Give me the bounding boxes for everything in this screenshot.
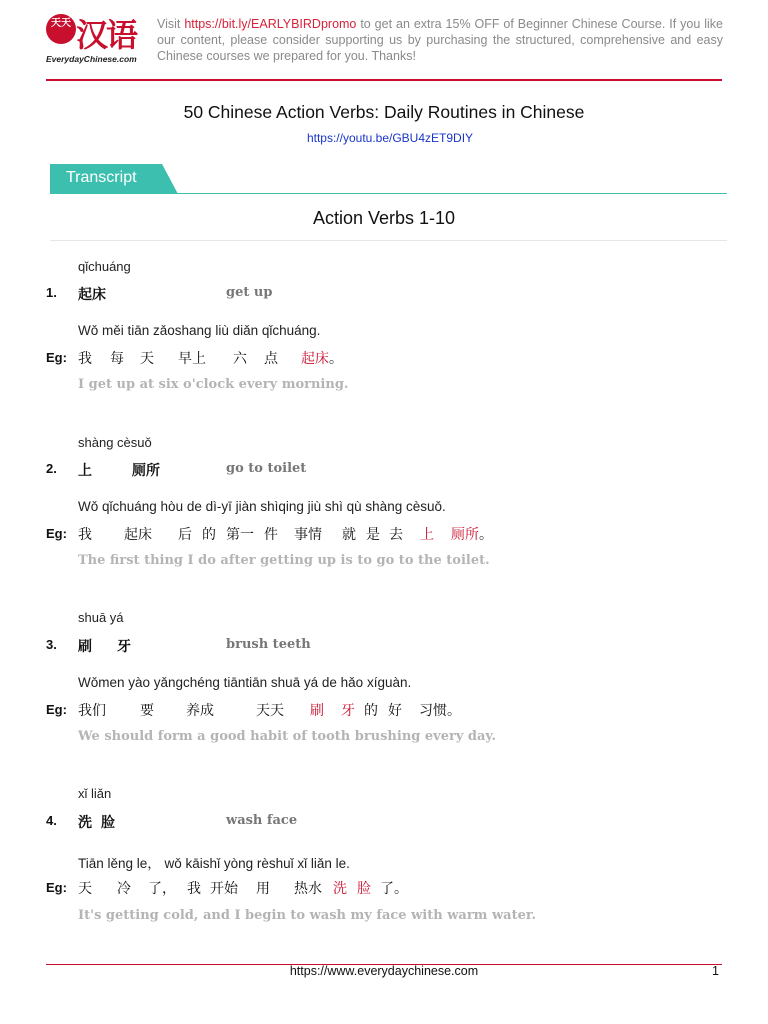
verb-hanzi: 起床: [78, 287, 106, 303]
transcript-label: Transcript: [66, 169, 137, 186]
sentence-word: 事情: [294, 527, 322, 543]
sentence-translation: The first thing I do after getting up is to go to the toilet.: [78, 553, 490, 568]
eg-label: Eg:: [46, 350, 67, 365]
page-title: 50 Chinese Action Verbs: Daily Routines in Chinese: [183, 102, 585, 122]
verb-number: 3.: [46, 637, 57, 652]
sentence-word: 。: [479, 527, 493, 543]
sentence-word: 早上: [178, 351, 206, 367]
verb-number: 4.: [46, 813, 57, 828]
logo-chars: 汉语: [76, 16, 137, 54]
sentence-word: 天: [78, 881, 92, 897]
sentence-word: 每: [110, 351, 124, 367]
sentence-translation: It's getting cold, and I begin to wash my face with warm water.: [78, 908, 537, 923]
sentence-word: 好: [388, 703, 402, 719]
verb-hanzi: 牙: [117, 639, 131, 655]
footer-url[interactable]: https://www.everydaychinese.com: [289, 964, 479, 978]
transcript-tab: [50, 164, 178, 194]
sentence-word: 热水: [294, 881, 322, 897]
verb-number: 2.: [46, 461, 57, 476]
promo-rest: to get an extra 15% OFF of Beginner Chinese Course. If you like our content, please consider supporting us by purchasing the structured, comprehensive and easy Chinese courses we prepared for you. Thanks!: [157, 17, 723, 63]
promo-visit: Visit: [157, 17, 185, 31]
transcript-underline: [50, 193, 727, 194]
sentence-word-highlight: 厕所: [451, 527, 479, 543]
verb-number: 1.: [46, 285, 57, 300]
sentence-word: 六: [233, 351, 247, 367]
eg-label: Eg:: [46, 880, 67, 895]
sentence-word: 。: [329, 351, 343, 367]
verb-hanzi: 刷: [78, 639, 92, 655]
verb-hanzi: 脸: [101, 815, 115, 831]
verb-english: brush teeth: [226, 637, 311, 652]
sentence-word: 第一: [226, 527, 254, 543]
sentence-pinyin: Wǒ qǐchuáng hòu de dì-yī jiàn shìqing jiù shì qù shàng cèsuǒ.: [78, 499, 446, 514]
section-title: Action Verbs 1-10: [312, 208, 456, 228]
sentence-word: 冷: [117, 881, 131, 897]
sentence-word: 的: [364, 703, 378, 719]
sentence-word: 用: [256, 881, 270, 897]
section-divider: [50, 240, 727, 241]
verb-hanzi: 洗: [78, 815, 92, 831]
sentence-word-highlight: 洗: [333, 881, 347, 897]
verb-pinyin: shuā yá: [78, 610, 124, 625]
sentence-word: 件: [264, 527, 278, 543]
sentence-word: 要: [140, 703, 154, 719]
verb-english: get up: [226, 285, 273, 300]
header-divider: [46, 79, 722, 81]
promo-link[interactable]: https://bit.ly/EARLYBIRDpromo: [184, 17, 357, 31]
verb-english: wash face: [226, 813, 298, 828]
page-number: 1: [712, 964, 719, 978]
sentence-word: 起床: [124, 527, 152, 543]
sentence-word: 习惯。: [419, 703, 461, 719]
sentence-word: 天: [140, 351, 154, 367]
sentence-pinyin: Tiān lěng le， wǒ kāishǐ yòng rèshuǐ xǐ liǎn le.: [78, 856, 350, 871]
sentence-word: 了。: [380, 881, 408, 897]
verb-hanzi: 上: [78, 463, 92, 479]
verb-pinyin: qǐchuáng: [78, 259, 131, 274]
site-logo[interactable]: [46, 14, 141, 66]
sentence-word-highlight: 起床: [301, 351, 329, 367]
sentence-word: 我: [78, 527, 92, 543]
sentence-word: 的: [202, 527, 216, 543]
verb-hanzi: 厕所: [132, 463, 160, 479]
sentence-word: 后: [178, 527, 192, 543]
logo-seal: 天天: [46, 14, 76, 44]
verb-english: go to toilet: [226, 461, 307, 476]
sentence-word: 是: [366, 527, 380, 543]
eg-label: Eg:: [46, 526, 67, 541]
verb-pinyin: xǐ liǎn: [78, 786, 112, 801]
sentence-word: 开始: [210, 881, 238, 897]
sentence-word: 了，: [148, 881, 176, 897]
sentence-translation: I get up at six o'clock every morning.: [78, 377, 349, 392]
sentence-word: 去: [389, 527, 403, 543]
sentence-word: 我: [78, 351, 92, 367]
sentence-word: 我: [187, 881, 201, 897]
sentence-word-highlight: 脸: [357, 881, 371, 897]
sentence-pinyin: Wǒ měi tiān zǎoshang liù diǎn qǐchuáng.: [78, 323, 321, 338]
sentence-word: 就: [342, 527, 356, 543]
sentence-word-highlight: 刷: [310, 703, 324, 719]
promo-text: [157, 16, 723, 64]
sentence-word: 天天: [256, 703, 284, 719]
video-link[interactable]: https://youtu.be/GBU4zET9DIY: [306, 131, 474, 145]
sentence-word: 养成: [186, 703, 214, 719]
sentence-word: 我们: [78, 703, 106, 719]
sentence-word-highlight: 牙: [341, 703, 355, 719]
sentence-word-highlight: 上: [420, 527, 434, 543]
logo-url: EverydayChinese.com: [46, 54, 137, 64]
eg-label: Eg:: [46, 702, 67, 717]
sentence-pinyin: Wǒmen yào yǎngchéng tiāntiān shuā yá de hǎo xíguàn.: [78, 675, 412, 690]
verb-pinyin: shàng cèsuǒ: [78, 435, 152, 450]
sentence-word: 点: [264, 351, 278, 367]
sentence-translation: We should form a good habit of tooth brushing every day.: [78, 729, 497, 744]
